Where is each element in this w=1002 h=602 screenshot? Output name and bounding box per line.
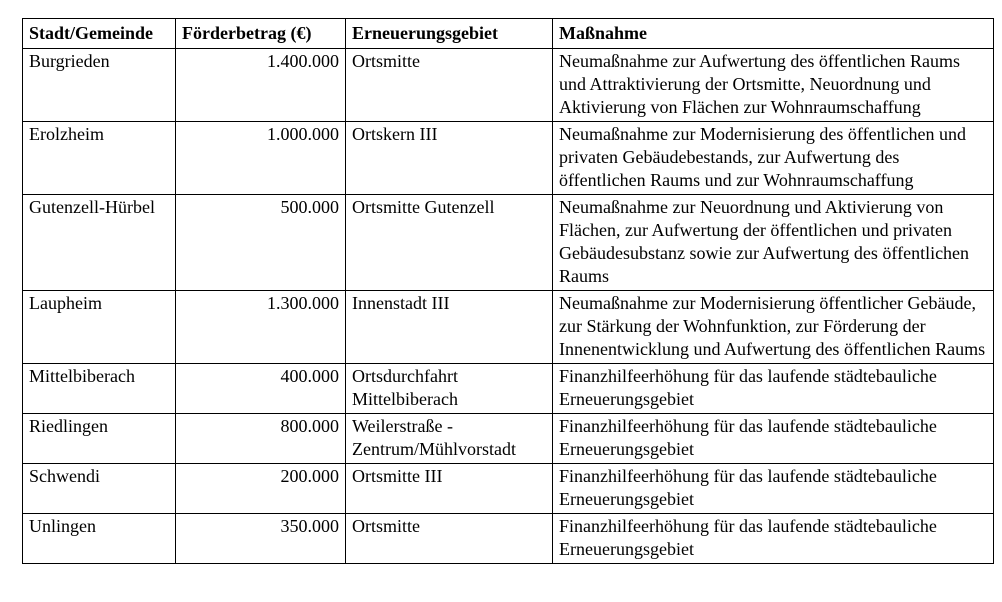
column-header-stadt-gemeinde: Stadt/Gemeinde: [23, 19, 176, 49]
cell-stadt: Laupheim: [23, 291, 176, 364]
cell-massnahme: Neumaßnahme zur Modernisierung öffentlicher Gebäude, zur Stärkung der Wohnfunktion, zur Förderung der Innenentwicklung und Aufwertung des öffentlichen Raums: [553, 291, 994, 364]
cell-gebiet: Weilerstraße - Zentrum/Mühlvorstadt: [346, 414, 553, 464]
cell-massnahme: Finanzhilfeerhöhung für das laufende städtebauliche Erneuerungsgebiet: [553, 464, 994, 514]
cell-stadt: Gutenzell-Hürbel: [23, 195, 176, 291]
column-header-erneuerungsgebiet: Erneuerungsgebiet: [346, 19, 553, 49]
cell-stadt: Mittelbiberach: [23, 364, 176, 414]
cell-massnahme: Neumaßnahme zur Aufwertung des öffentlichen Raums und Attraktivierung der Ortsmitte, Neuordnung und Aktivierung von Flächen zur Wohnraumschaffung: [553, 49, 994, 122]
cell-stadt: Unlingen: [23, 514, 176, 564]
cell-betrag: 200.000: [176, 464, 346, 514]
cell-betrag: 800.000: [176, 414, 346, 464]
cell-gebiet: Ortsmitte: [346, 49, 553, 122]
cell-gebiet: Innenstadt III: [346, 291, 553, 364]
table-row: [23, 464, 994, 514]
cell-stadt: Erolzheim: [23, 122, 176, 195]
cell-betrag: 350.000: [176, 514, 346, 564]
table-row: [23, 291, 994, 364]
cell-stadt: Riedlingen: [23, 414, 176, 464]
cell-gebiet: Ortsmitte Gutenzell: [346, 195, 553, 291]
cell-stadt: Burgrieden: [23, 49, 176, 122]
cell-massnahme: Neumaßnahme zur Modernisierung des öffentlichen und privaten Gebäudebestands, zur Aufwertung des öffentlichen Raums und zur Wohnraumschaffung: [553, 122, 994, 195]
table-row: [23, 49, 994, 122]
cell-gebiet: Ortskern III: [346, 122, 553, 195]
table-row: [23, 195, 994, 291]
table-row: [23, 122, 994, 195]
cell-betrag: 400.000: [176, 364, 346, 414]
cell-massnahme: Finanzhilfeerhöhung für das laufende städtebauliche Erneuerungsgebiet: [553, 364, 994, 414]
table-row: [23, 514, 994, 564]
cell-betrag: 500.000: [176, 195, 346, 291]
cell-massnahme: Finanzhilfeerhöhung für das laufende städtebauliche Erneuerungsgebiet: [553, 514, 994, 564]
cell-stadt: Schwendi: [23, 464, 176, 514]
cell-gebiet: Ortsmitte: [346, 514, 553, 564]
table-row: [23, 414, 994, 464]
funding-table: [22, 18, 994, 564]
header-row: [23, 19, 994, 49]
cell-massnahme: Finanzhilfeerhöhung für das laufende städtebauliche Erneuerungsgebiet: [553, 414, 994, 464]
table-row: [23, 364, 994, 414]
column-header-massnahme: Maßnahme: [553, 19, 994, 49]
cell-betrag: 1.000.000: [176, 122, 346, 195]
cell-betrag: 1.300.000: [176, 291, 346, 364]
cell-massnahme: Neumaßnahme zur Neuordnung und Aktivierung von Flächen, zur Aufwertung der öffentlichen und privaten Gebäudesubstanz sowie zur Aufwertung des öffentlichen Raums: [553, 195, 994, 291]
column-header-foerderbetrag: Förderbetrag (€): [176, 19, 346, 49]
cell-gebiet: Ortsmitte III: [346, 464, 553, 514]
cell-betrag: 1.400.000: [176, 49, 346, 122]
cell-gebiet: Ortsdurchfahrt Mittelbiberach: [346, 364, 553, 414]
